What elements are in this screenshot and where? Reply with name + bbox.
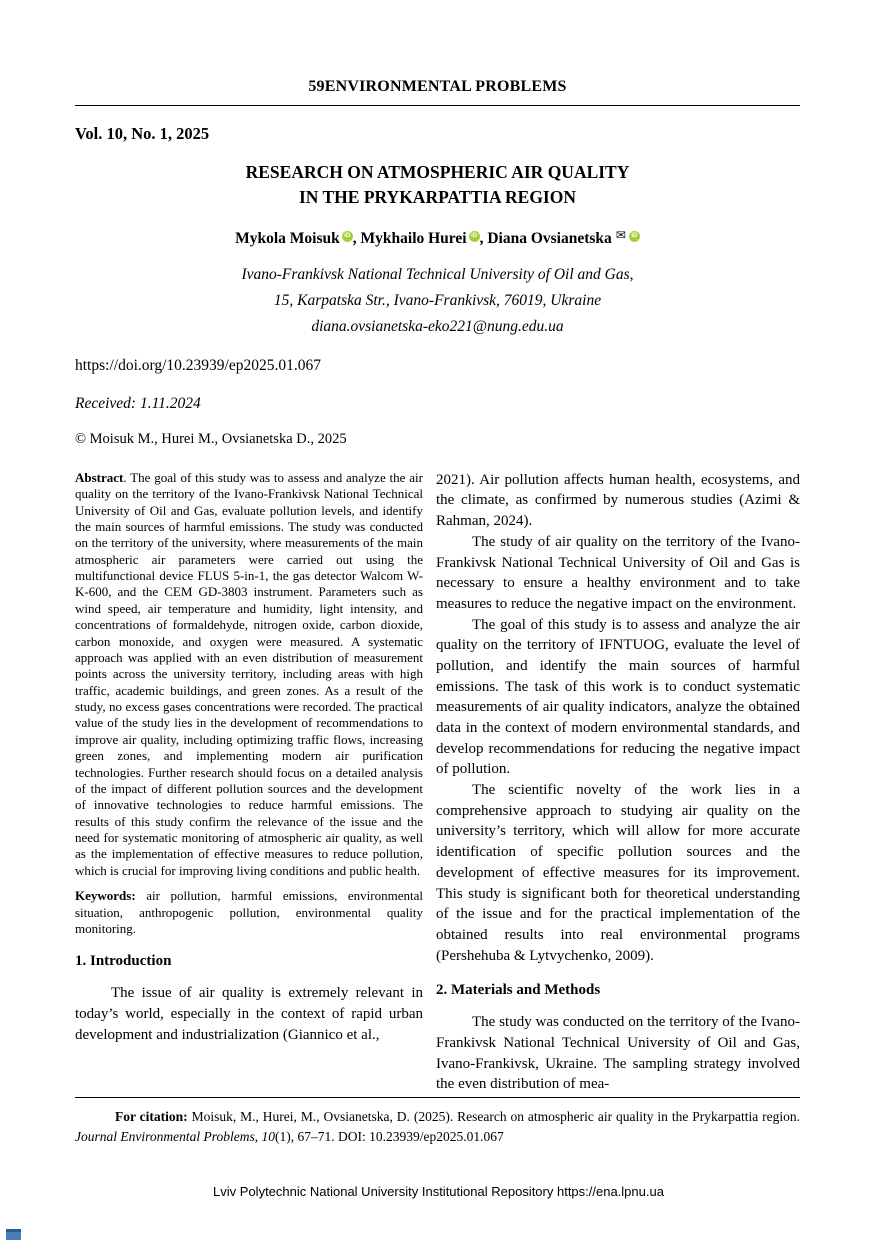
intro-paragraph-3: The goal of this study is to assess and analyze the air quality on the territory of IFNTUOG, evaluate the level of pollution, and identify the main sources of harmful emissions. The task of this work is to conduct systematic measurements of air quality indicators, analyze the obtained data in the context of modern environmental standards, and develop recommendations for reducing the negative impact of pollution. — [436, 616, 800, 778]
section-heading-introduction: 1. Introduction — [75, 953, 172, 970]
header-rule — [75, 105, 800, 106]
citation-text-2: , — [254, 1129, 262, 1145]
affiliation-line2: 15, Karpatska Str., Ivano-Frankivsk, 76019, Ukraine — [273, 292, 602, 310]
author-name-3: Diana Ovsianetska — [487, 229, 612, 247]
methods-paragraph-1: The study was conducted on the territory of the Ivano-Frankivsk National Technical University of Oil and Gas, Ivano-Frankivsk, Ukraine. The sampling strategy involved the even distribution of mea- — [436, 1014, 800, 1093]
doi-link[interactable]: https://doi.org/10.23939/ep2025.01.067 — [75, 356, 321, 374]
author-separator: , — [479, 229, 488, 247]
affiliation-email[interactable]: diana.ovsianetska-eko221@nung.edu.ua — [311, 318, 564, 336]
orcid-icon[interactable] — [342, 231, 353, 242]
article-title-line2: IN THE PRYKARPATTIA REGION — [299, 187, 576, 208]
orcid-icon-label: iD — [471, 232, 478, 239]
author-name-2: Mykhailo Hurei — [360, 229, 467, 247]
keywords-paragraph — [75, 888, 423, 937]
abstract-text: . The goal of this study was to assess and analyze the air quality on the territory of the Ivano-Frankivsk National Technical University of Oil and Gas, evaluate pollution levels, and identify the main sources of harmful emissions. The study was conducted on the territory of the university, where measurements of the main atmospheric air parameters were carried out using the multifunctional device FLUS 5-in-1, the gas detector Walcom W-K-600, and the CEM GD-3803 instrument. Parameters such as wind speed, air temperature and humidity, light intensity, and concentrations of formaldehyde, nitrogen oxide, carbon dioxide, carbon monoxide, and oxygen were measured. A systematic approach was applied with an even distribution of measurement points across the university territory, including areas with high traffic, academic buildings, and green zones. As a result of the study, no excess gases concentrations were recorded. The practical value of the study lies in the development of recommendations to improve air quality, including optimizing traffic flows, increasing green zones, and implementing modern air purification technologies. Further research should focus on a detailed analysis of the impact of different pollution sources and the development of innovative technologies to reduce harmful emissions. The results of this study confirm the relevance of the issue and the need for systematic monitoring of atmospheric air quality, as well as the implementation of effective measures to reduce pollution, which is crucial for improving living conditions and public health. — [75, 469, 423, 878]
orcid-icon[interactable] — [469, 231, 480, 242]
citation-footer — [75, 1097, 800, 1148]
citation-label: For citation: — [115, 1109, 188, 1124]
citation-journal-name: Journal Environmental Problems — [75, 1129, 255, 1145]
orcid-icon-label: iD — [344, 232, 351, 239]
email-icon[interactable]: ✉ — [615, 227, 626, 242]
corner-artifact — [6, 1229, 21, 1240]
received-date: Received: 1.11.2024 — [75, 394, 201, 412]
two-column-body — [75, 470, 800, 1095]
citation-text-1: Moisuk, M., Hurei, M., Ovsianetska, D. (2025). Research on atmospheric air quality in the Prykarpattia region. — [187, 1109, 800, 1124]
journal-running-head: 59ENVIRONMENTAL PROBLEMS — [308, 78, 567, 95]
affiliation-line1: Ivano-Frankivsk National Technical University of Oil and Gas, — [241, 265, 634, 283]
keywords-label: Keywords: — [75, 888, 136, 904]
right-column — [436, 470, 800, 1095]
intro-paragraph-2: The study of air quality on the territory of the Ivano-Frankivsk National Technical University of Oil and Gas is necessary to ensure a healthy environment and to take measures to reduce the negative impact on the environment. — [436, 533, 800, 612]
intro-paragraph-continuation: 2021). Air pollution affects human health, ecosystems, and the climate, as confirmed by numerous studies (Azimi & Rahman, 2024). — [436, 471, 800, 530]
repository-stamp: Lviv Polytechnic National University Institutional Repository https://ena.lpnu.ua — [213, 1184, 664, 1199]
affiliation-block — [75, 262, 800, 341]
article-title-line1: RESEARCH ON ATMOSPHERIC AIR QUALITY — [245, 162, 630, 182]
article-title — [75, 160, 800, 211]
author-separator: , — [352, 229, 361, 247]
orcid-icon[interactable] — [629, 231, 640, 242]
citation-volume: 10 — [261, 1129, 275, 1145]
volume-info: Vol. 10, No. 1, 2025 — [75, 124, 210, 143]
intro-paragraph-left: The issue of air quality is extremely relevant in today’s world, especially in the context of rapid urban development and industrialization (Giannico et al., — [75, 985, 423, 1043]
orcid-icon-label: iD — [631, 232, 638, 239]
authors-line — [75, 228, 800, 248]
citation-text-3: (1), 67–71. DOI: 10.23939/ep2025.01.067 — [274, 1129, 504, 1145]
abstract-paragraph — [75, 470, 423, 879]
keywords-text: air pollution, harmful emissions, environmental situation, anthropogenic pollution, environmental quality monitoring. — [75, 888, 423, 936]
left-column — [75, 470, 423, 1046]
section-heading-methods: 2. Materials and Methods — [436, 982, 601, 999]
abstract-label: Abstract — [75, 469, 124, 485]
copyright-line: © Moisuk M., Hurei M., Ovsianetska D., 2025 — [75, 430, 347, 447]
author-name-1: Mykola Moisuk — [235, 229, 340, 247]
intro-paragraph-4: The scientific novelty of the work lies in a comprehensive approach to studying air quality on the university’s territory, which will allow for more accurate identification of specific pollution sources and the development of effective measures for its improvement. This study is significant both for theoretical understanding of the issue and for the practical implementation of the obtained results into real environmental programs (Pershehuba & Lytvychenko, 2009). — [436, 782, 800, 964]
